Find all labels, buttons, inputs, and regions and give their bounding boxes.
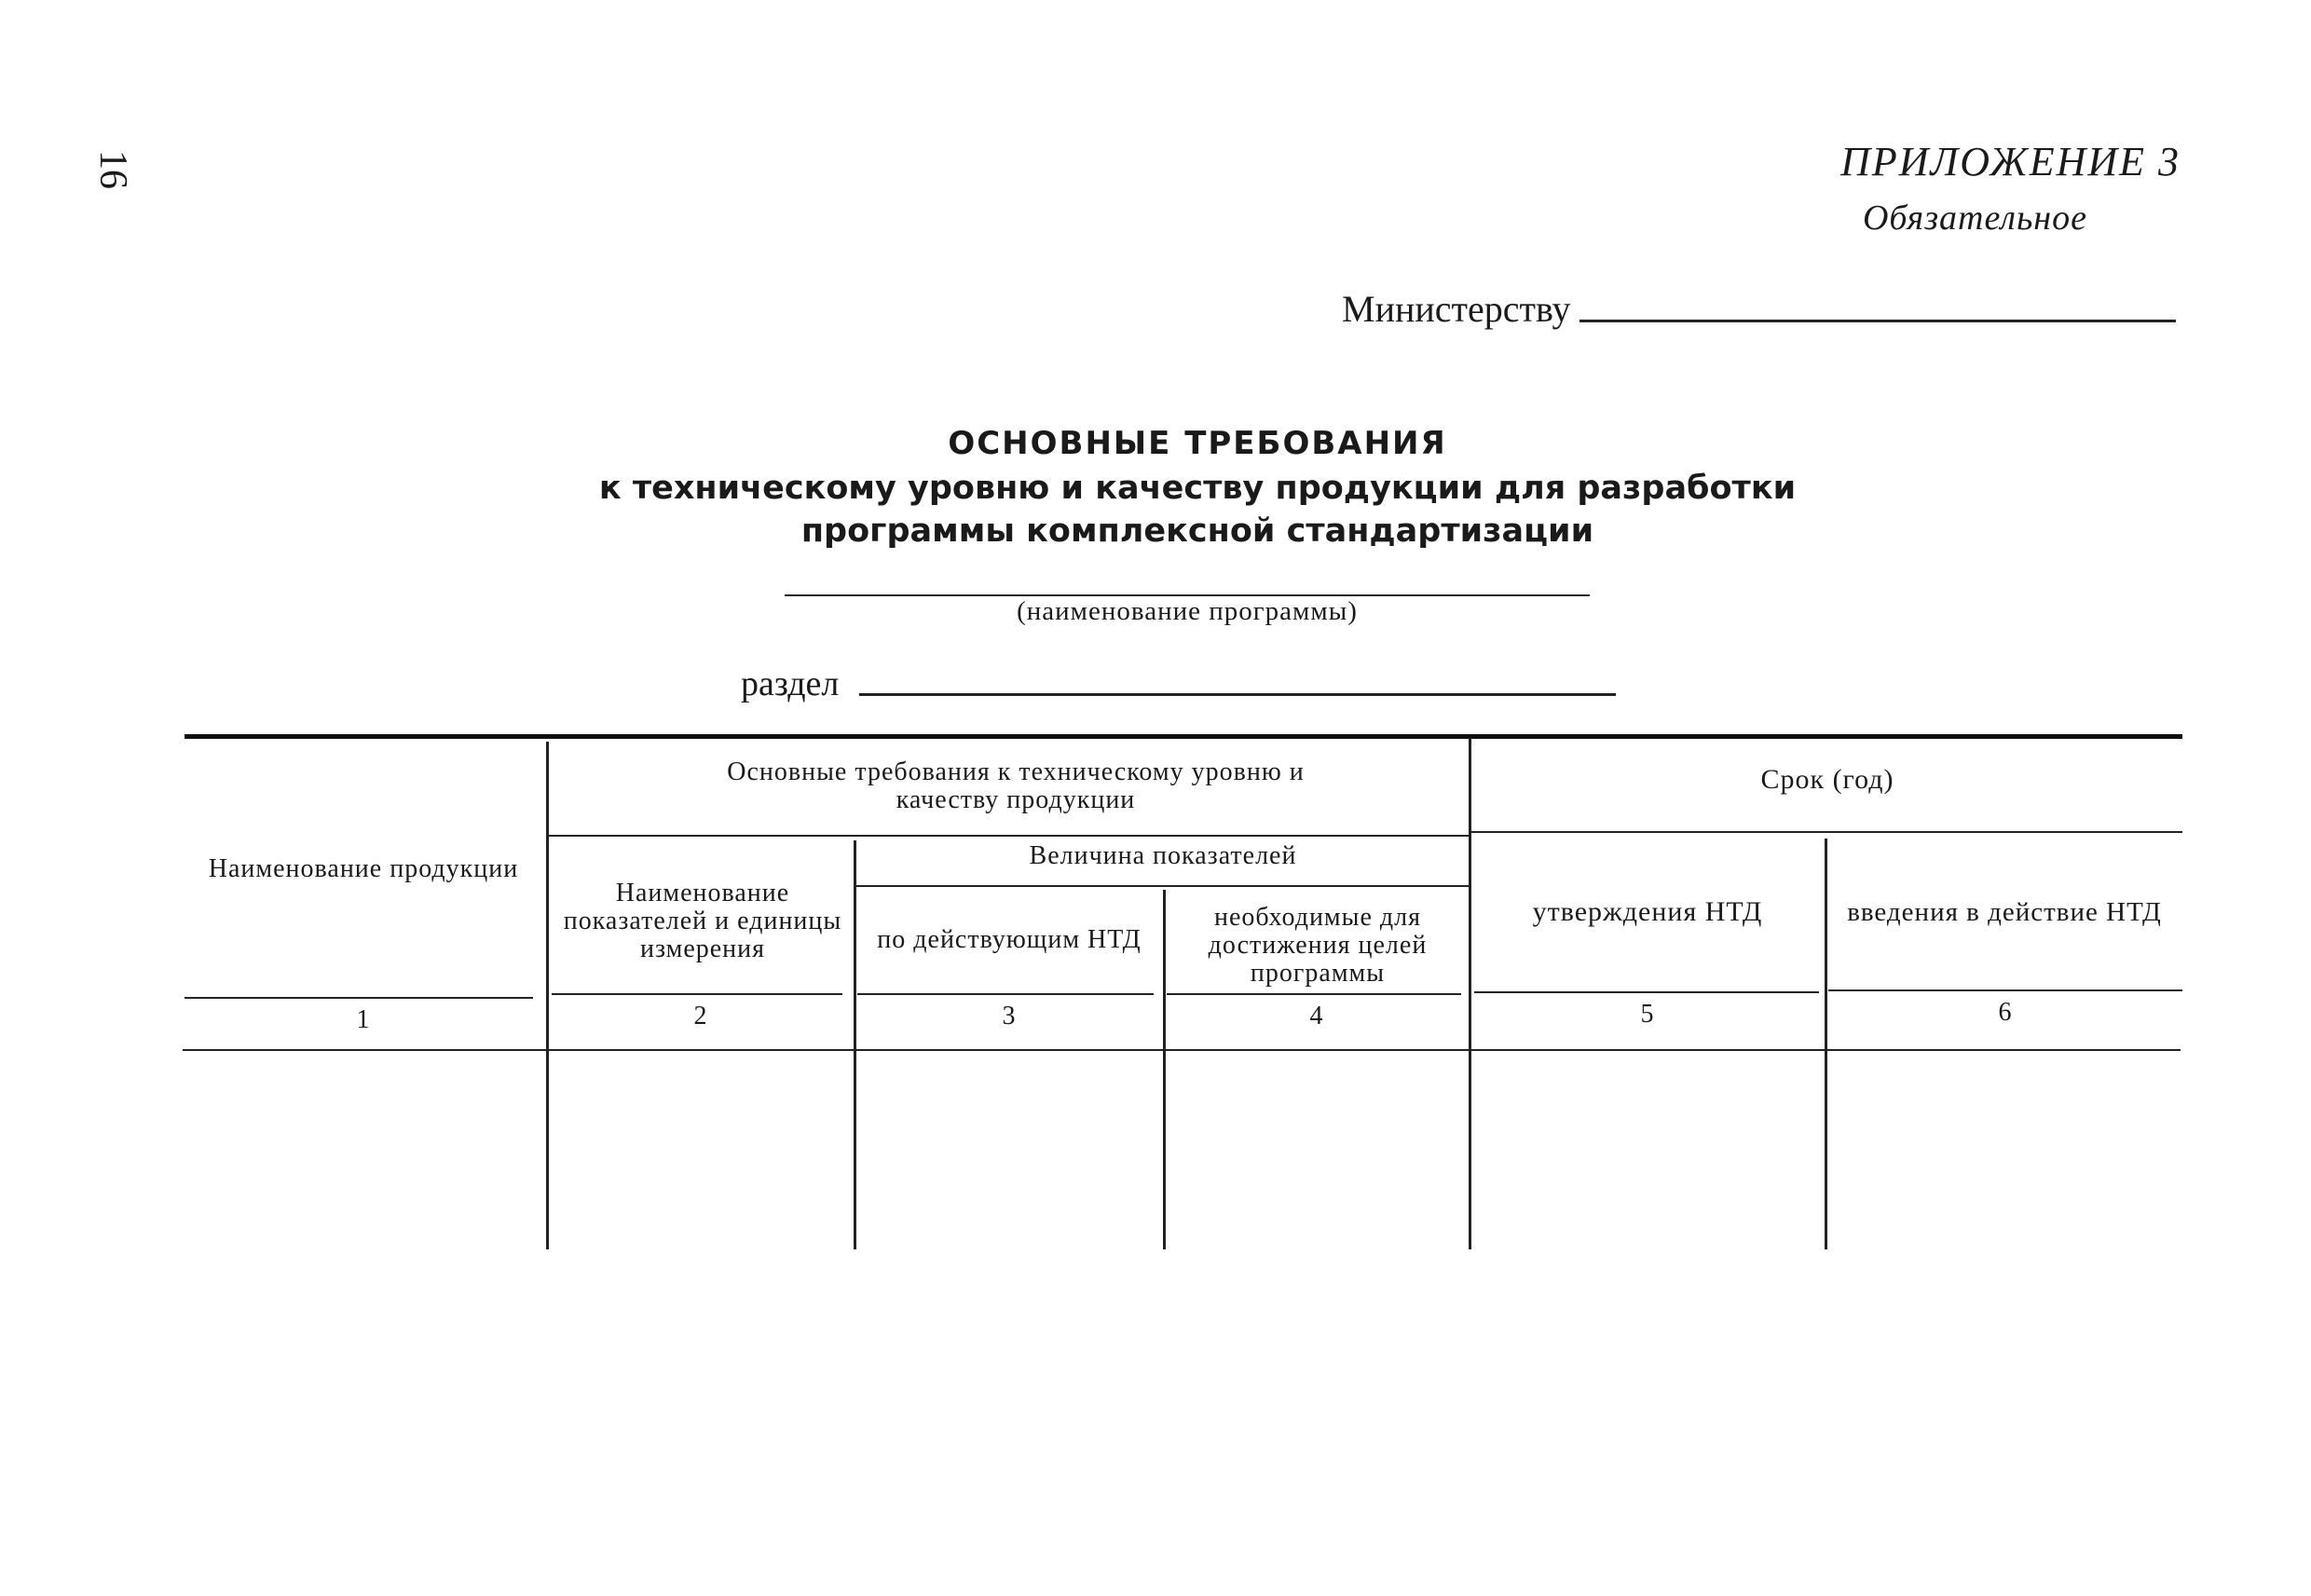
header-enactment: введения в действие НТД bbox=[1847, 897, 2162, 927]
header-needed-for-goals: необходимые для достижения целей программы bbox=[1208, 903, 1428, 988]
column-number: 1 bbox=[356, 1005, 371, 1034]
column-number: 3 bbox=[1002, 1002, 1017, 1030]
table-rule bbox=[855, 885, 1469, 887]
table-body-cell[interactable] bbox=[550, 1057, 852, 1248]
table-rule bbox=[1474, 991, 1819, 993]
column-number: 6 bbox=[1998, 998, 2013, 1027]
table-top-rule bbox=[185, 734, 2182, 739]
table-rule bbox=[183, 1049, 2181, 1051]
column-number: 5 bbox=[1640, 1000, 1655, 1029]
header-requirements: Основные требования к техническому уровню и качеству продукции bbox=[727, 757, 1305, 814]
header-current-ntd: по действующим НТД bbox=[877, 925, 1142, 954]
table-rule bbox=[552, 993, 842, 995]
table-rule bbox=[548, 835, 1469, 837]
table-rule bbox=[185, 997, 533, 999]
table-body-cell[interactable] bbox=[1167, 1057, 1467, 1248]
table-body-cell[interactable] bbox=[1828, 1057, 2182, 1248]
document-subtitle-line-2: программы комплексной стандартизации bbox=[800, 512, 1594, 550]
table-divider bbox=[854, 840, 856, 1249]
header-indicator-names: Наименование показателей и единицы измерения bbox=[563, 879, 842, 963]
table-rule bbox=[1828, 989, 2182, 991]
table-rule bbox=[1470, 831, 2182, 833]
column-number: 4 bbox=[1309, 1002, 1324, 1030]
header-term: Срок (год) bbox=[1760, 764, 1894, 795]
appendix-label: ПРИЛОЖЕНИЕ 3 bbox=[1840, 139, 2181, 184]
table-divider bbox=[1469, 738, 1471, 1249]
section-fill-line[interactable] bbox=[859, 693, 1616, 696]
program-name-caption: (наименование программы) bbox=[1017, 596, 1358, 626]
section-label: раздел bbox=[741, 664, 840, 703]
header-approval: утверждения НТД bbox=[1532, 896, 1763, 927]
page-number: 16 bbox=[91, 150, 134, 189]
table-body-cell[interactable] bbox=[857, 1057, 1161, 1248]
table-divider bbox=[546, 742, 549, 1249]
ministry-label: Министерству bbox=[1342, 288, 1571, 330]
table-body-cell[interactable] bbox=[1472, 1057, 1823, 1248]
header-product-name: Наименование продукции bbox=[208, 854, 519, 883]
table-body-cell[interactable] bbox=[185, 1057, 544, 1248]
column-number: 2 bbox=[693, 1002, 708, 1030]
table-divider bbox=[1163, 890, 1166, 1249]
table-rule bbox=[857, 993, 1154, 995]
mandatory-label: Обязательное bbox=[1862, 198, 2087, 238]
ministry-fill-line[interactable] bbox=[1579, 320, 2176, 322]
table-rule bbox=[1167, 993, 1461, 995]
header-values: Величина показателей bbox=[1029, 841, 1297, 870]
document-title: ОСНОВНЫЕ ТРЕБОВАНИЯ bbox=[948, 425, 1447, 462]
document-subtitle-line-1: к техническому уровню и качеству продукции для разработки bbox=[598, 470, 1797, 507]
